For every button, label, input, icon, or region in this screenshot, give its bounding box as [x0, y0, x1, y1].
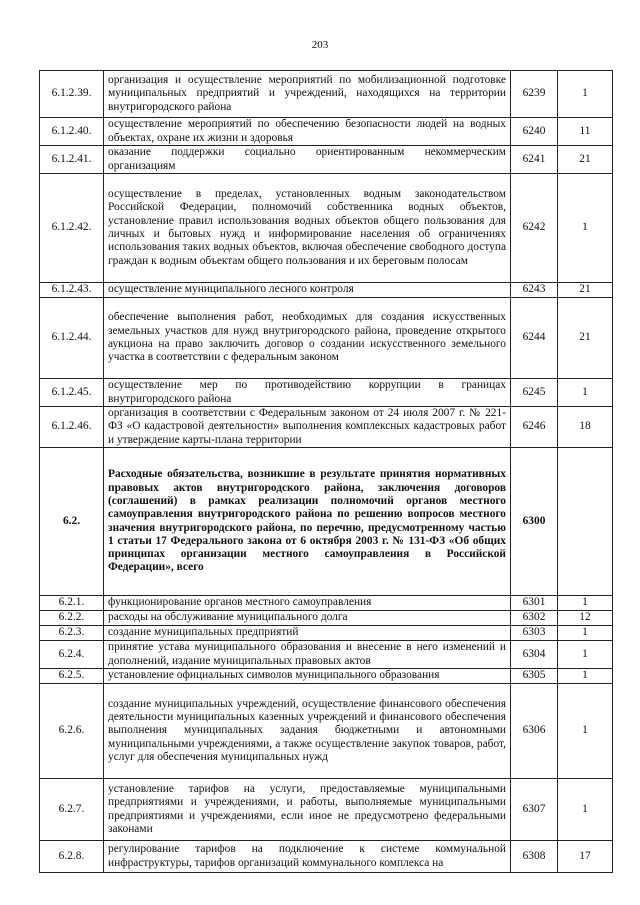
row-value: 11 [558, 118, 613, 146]
row-code: 6.2.8. [40, 841, 104, 873]
row-description: Расходные обязательства, возникшие в результате принятия нормативных правовых актов внутригородского района, заключения договоров (соглашений) в рамках реализации полномочий органов местного самоуправления внутригородского района по решению вопросов местного значения внутригородского района, по перечню, предусмотренному частью 1 статьи 17 Федерального закона от 6 октября 2003 г. № 131-ФЗ «Об общих принципах организации местного самоуправления в Российской Федерации», всего [104, 448, 511, 596]
row-code: 6.2.7. [40, 779, 104, 841]
row-description: создание муниципальных предприятий [104, 626, 511, 641]
row-description: расходы на обслуживание муниципального долга [104, 611, 511, 626]
table-row [40, 146, 613, 174]
table-row [40, 596, 613, 611]
table-row [40, 684, 613, 779]
row-code: 6.1.2.41. [40, 146, 104, 174]
table-row [40, 71, 613, 118]
table-row [40, 379, 613, 407]
row-description: обеспечение выполнения работ, необходимых для создания искусственных земельных участков для нужд внутригородского района, проведение открытого аукциона на право заключить договор о создании искусственного земельного участка в соответствии с федеральным законом [104, 298, 511, 379]
row-description: осуществление муниципального лесного контроля [104, 283, 511, 298]
table-row [40, 407, 613, 448]
table-row [40, 626, 613, 641]
page-number: 203 [311, 39, 329, 51]
row-description: принятие устава муниципального образования и внесение в него изменений и дополнений, издание муниципальных правовых актов [104, 641, 511, 669]
table-row [40, 641, 613, 669]
row-description: установление тарифов на услуги, предоставляемые муниципальными предприятиями и учреждениями, и работы, выполняемые муниципальными предприятиями и учреждениями, если иное не предусмотрено федеральными законами [104, 779, 511, 841]
row-code: 6.2.5. [40, 669, 104, 684]
row-code: 6.1.2.43. [40, 283, 104, 298]
row-line-number: 6308 [511, 841, 558, 873]
row-description: организация в соответствии с Федеральным законом от 24 июля 2007 г. № 221-ФЗ «О кадастровой деятельности» выполнения комплексных кадастровых работ и утверждение карты-плана территории [104, 407, 511, 448]
row-line-number: 6246 [511, 407, 558, 448]
row-line-number: 6300 [511, 448, 558, 596]
row-line-number: 6305 [511, 669, 558, 684]
row-code: 6.2.6. [40, 684, 104, 779]
table-row [40, 283, 613, 298]
row-code: 6.1.2.46. [40, 407, 104, 448]
row-code: 6.1.2.44. [40, 298, 104, 379]
row-line-number: 6242 [511, 174, 558, 283]
row-value: 1 [558, 779, 613, 841]
row-code: 6.1.2.45. [40, 379, 104, 407]
row-value: 17 [558, 841, 613, 873]
row-value [558, 448, 613, 596]
row-value: 1 [558, 641, 613, 669]
row-value: 1 [558, 669, 613, 684]
row-code: 6.1.2.42. [40, 174, 104, 283]
table-body [40, 71, 613, 873]
row-code: 6.2.1. [40, 596, 104, 611]
row-code: 6.2.4. [40, 641, 104, 669]
row-description: организация и осуществление мероприятий по мобилизационной подготовке муниципальных предприятий и учреждений, находящихся на территории внутригородского района [104, 71, 511, 118]
row-line-number: 6303 [511, 626, 558, 641]
table-row [40, 669, 613, 684]
table-row [40, 118, 613, 146]
row-code: 6.2.3. [40, 626, 104, 641]
row-description: осуществление мер по противодействию коррупции в границах внутригородского района [104, 379, 511, 407]
row-description: оказание поддержки социально ориентированным некоммерческим организациям [104, 146, 511, 174]
row-description: создание муниципальных учреждений, осуществление финансового обеспечения деятельности муниципальных казенных учреждений и финансового обеспечения выполнения муниципальных задания бюджетными и автономными муниципальными учреждениями, а также осуществление закупок товаров, работ, услуг для обеспечения муниципальных нужд [104, 684, 511, 779]
row-line-number: 6240 [511, 118, 558, 146]
row-value: 1 [558, 626, 613, 641]
expenditure-obligations-table [39, 70, 613, 873]
row-value: 1 [558, 174, 613, 283]
row-value: 21 [558, 146, 613, 174]
row-value: 21 [558, 298, 613, 379]
row-code: 6.2.2. [40, 611, 104, 626]
row-code: 6.1.2.39. [40, 71, 104, 118]
row-value: 1 [558, 379, 613, 407]
row-line-number: 6244 [511, 298, 558, 379]
row-line-number: 6307 [511, 779, 558, 841]
row-description: осуществление в пределах, установленных водным законодательством Российской Федерации, полномочий собственника водных объектов, установление правил использования водных объектов общего пользования для личных и бытовых нужд и информирование населения об ограничениях использования таких водных объектов, включая обеспечение свободного доступа граждан к водным объектам общего пользования и их береговым полосам [104, 174, 511, 283]
row-description: функционирование органов местного самоуправления [104, 596, 511, 611]
row-line-number: 6245 [511, 379, 558, 407]
row-description: установление официальных символов муниципального образования [104, 669, 511, 684]
row-line-number: 6304 [511, 641, 558, 669]
row-value: 1 [558, 71, 613, 118]
row-line-number: 6241 [511, 146, 558, 174]
row-code: 6.2. [40, 448, 104, 596]
row-value: 1 [558, 684, 613, 779]
row-value: 1 [558, 596, 613, 611]
table-row [40, 174, 613, 283]
row-description: регулирование тарифов на подключение к системе коммунальной инфраструктуры, тарифов организаций коммунального комплекса на [104, 841, 511, 873]
row-line-number: 6243 [511, 283, 558, 298]
table-row [40, 779, 613, 841]
row-line-number: 6302 [511, 611, 558, 626]
row-line-number: 6306 [511, 684, 558, 779]
row-description: осуществление мероприятий по обеспечению безопасности людей на водных объектах, охране их жизни и здоровья [104, 118, 511, 146]
row-line-number: 6301 [511, 596, 558, 611]
row-code: 6.1.2.40. [40, 118, 104, 146]
table-row [40, 448, 613, 596]
table-row [40, 841, 613, 873]
row-value: 12 [558, 611, 613, 626]
row-value: 18 [558, 407, 613, 448]
table-row [40, 298, 613, 379]
table-row [40, 611, 613, 626]
row-line-number: 6239 [511, 71, 558, 118]
row-value: 21 [558, 283, 613, 298]
